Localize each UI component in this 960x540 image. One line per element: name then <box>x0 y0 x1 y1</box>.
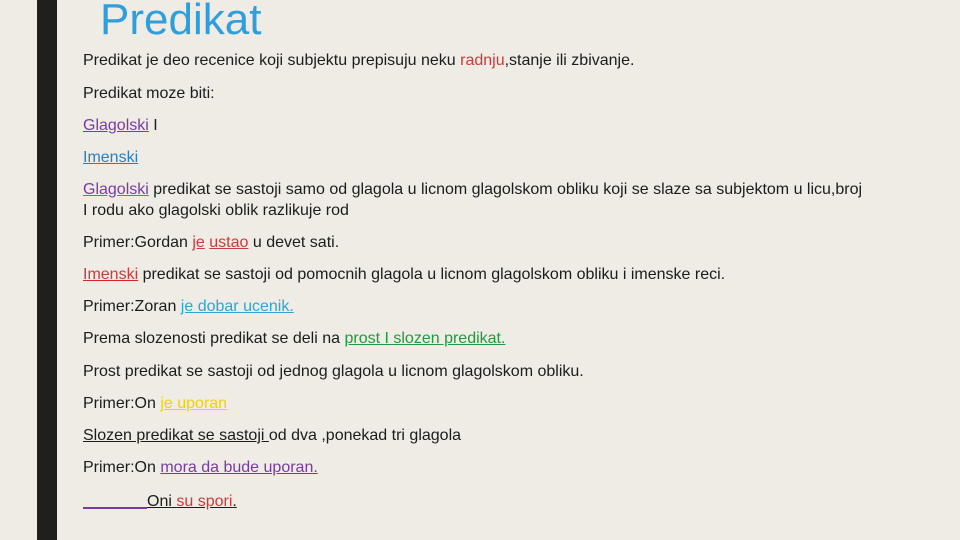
complexity-text: Prema slozenosti predikat se deli na <box>83 330 345 347</box>
glagolski-description-line <box>83 180 862 199</box>
example-gordan-ustao: ustao <box>209 234 249 251</box>
definition-word-radnju: radnju <box>460 52 505 69</box>
type-glagolski-label: Glagolski <box>83 117 149 134</box>
definition-line <box>83 51 634 70</box>
example-mora-predicate: mora da bude uporan. <box>160 459 318 476</box>
type-imenski-line <box>83 148 138 167</box>
prost-description-line: Prost predikat se sastoji od jednog glagola u licnom glagolskom obliku. <box>83 363 584 380</box>
complexity-line <box>83 329 505 348</box>
example-mora-line <box>83 458 318 477</box>
imenski-description-text: predikat se sastoji od pomocnih glagola u licnom glagolskom obliku i imenske reci. <box>138 266 726 283</box>
slozen-term: Slozen predikat se sastoji <box>83 427 269 444</box>
blank-underline <box>83 507 147 509</box>
glagolski-description-text: predikat se sastoji samo od glagola u licnom glagolskom obliku koji se slaze sa subjektom u licu,broj <box>148 181 863 198</box>
definition-text-a: Predikat je deo recenice koji subjektu prepisuju neku <box>83 52 461 69</box>
example-uporan-predicate: je uporan <box>160 395 228 412</box>
definition-text-c: ,stanje ili zbivanje. <box>504 52 635 69</box>
slide-title: Predikat <box>100 0 262 44</box>
glagolski-term: Glagolski <box>83 181 149 198</box>
type-glagolski-suffix: I <box>148 117 158 134</box>
example-zoran-predicate: je dobar ucenik. <box>180 298 294 315</box>
slozen-description-text: od dva ,ponekad tri glagola <box>268 427 462 444</box>
example-gordan-prefix: Primer:Gordan <box>83 234 193 251</box>
example-mora-prefix: Primer:On <box>83 459 161 476</box>
example-gordan-line <box>83 233 339 252</box>
complexity-types: prost I slozen predikat. <box>344 330 506 347</box>
example-oni-predicate: su spori <box>176 493 233 510</box>
type-glagolski-line <box>83 116 158 135</box>
example-gordan-suffix: u devet sati. <box>248 234 340 251</box>
types-intro-line: Predikat moze biti: <box>83 85 215 102</box>
left-accent-bar <box>37 0 57 540</box>
type-imenski-label: Imenski <box>83 149 139 166</box>
example-uporan-prefix: Primer:On <box>83 395 161 412</box>
example-gordan-je: je <box>192 234 205 251</box>
example-oni-subject: Oni <box>147 493 172 510</box>
imenski-term: Imenski <box>83 266 139 283</box>
example-zoran-prefix: Primer:Zoran <box>83 298 181 315</box>
example-oni-period: . <box>232 493 237 510</box>
slozen-description-line <box>83 426 461 445</box>
example-zoran-line <box>83 297 294 316</box>
imenski-description-line <box>83 265 725 284</box>
example-oni-line <box>83 492 237 511</box>
example-uporan-line <box>83 394 227 413</box>
glagolski-description-continued: I rodu ako glagolski oblik razlikuje rod <box>83 202 349 219</box>
